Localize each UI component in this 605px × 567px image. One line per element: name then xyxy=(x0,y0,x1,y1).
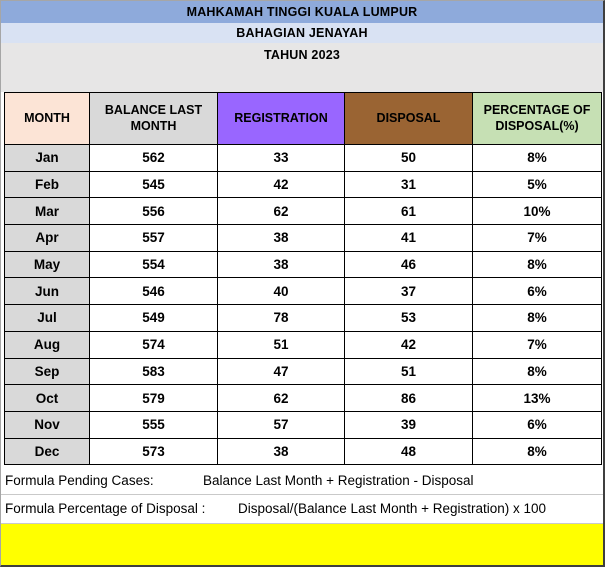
cell-month: Sep xyxy=(5,358,90,385)
table-row xyxy=(5,198,602,225)
table-row xyxy=(5,251,602,278)
cell-month: Jul xyxy=(5,305,90,332)
cell-month: Dec xyxy=(5,438,90,465)
cell-balance: 574 xyxy=(90,331,218,358)
table-row xyxy=(5,305,602,332)
cell-registration: 38 xyxy=(218,225,345,252)
title-division-text: BAHAGIAN JENAYAH xyxy=(236,26,368,40)
cell-percentage: 5% xyxy=(473,171,602,198)
table-row xyxy=(5,145,602,172)
column-header-balance: BALANCE LAST MONTH xyxy=(90,93,218,145)
cell-disposal: 42 xyxy=(345,331,473,358)
cell-balance: 562 xyxy=(90,145,218,172)
cell-balance: 573 xyxy=(90,438,218,465)
cell-month: Nov xyxy=(5,411,90,438)
cell-percentage: 8% xyxy=(473,438,602,465)
table-body xyxy=(5,145,602,465)
table-row xyxy=(5,278,602,305)
cell-month: Mar xyxy=(5,198,90,225)
formula-percentage-value: Disposal/(Balance Last Month + Registration) x 100 xyxy=(238,501,547,517)
column-header-percentage: PERCENTAGE OF DISPOSAL(%) xyxy=(473,93,602,145)
cell-percentage: 7% xyxy=(473,331,602,358)
title-division xyxy=(1,23,603,43)
table-row xyxy=(5,171,602,198)
cell-disposal: 37 xyxy=(345,278,473,305)
cell-percentage: 8% xyxy=(473,358,602,385)
cell-balance: 549 xyxy=(90,305,218,332)
cell-registration: 33 xyxy=(218,145,345,172)
cell-disposal: 51 xyxy=(345,358,473,385)
formula-pending-row xyxy=(1,468,603,495)
table-header-row xyxy=(5,93,602,145)
table-row xyxy=(5,331,602,358)
cell-month: Jan xyxy=(5,145,90,172)
table-row xyxy=(5,225,602,252)
cell-balance: 557 xyxy=(90,225,218,252)
cell-month: Feb xyxy=(5,171,90,198)
table-row xyxy=(5,385,602,412)
title-year-text: TAHUN 2023 xyxy=(263,48,341,62)
table-row xyxy=(5,411,602,438)
formula-pending-value: Balance Last Month + Registration - Disposal xyxy=(203,473,474,489)
cell-disposal: 31 xyxy=(345,171,473,198)
cell-percentage: 13% xyxy=(473,385,602,412)
title-spacer xyxy=(1,67,603,92)
cell-registration: 78 xyxy=(218,305,345,332)
cell-percentage: 8% xyxy=(473,251,602,278)
table-row xyxy=(5,358,602,385)
formula-percentage-label: Formula Percentage of Disposal : xyxy=(5,501,206,517)
cell-disposal: 46 xyxy=(345,251,473,278)
cell-balance: 556 xyxy=(90,198,218,225)
cell-disposal: 53 xyxy=(345,305,473,332)
cell-disposal: 41 xyxy=(345,225,473,252)
cell-balance: 583 xyxy=(90,358,218,385)
cell-month: Apr xyxy=(5,225,90,252)
cell-month: Oct xyxy=(5,385,90,412)
cell-balance: 554 xyxy=(90,251,218,278)
formula-section xyxy=(1,468,603,565)
cell-registration: 62 xyxy=(218,385,345,412)
cell-percentage: 7% xyxy=(473,225,602,252)
table-row xyxy=(5,438,602,465)
cell-percentage: 6% xyxy=(473,411,602,438)
cell-month: Jun xyxy=(5,278,90,305)
cases-table xyxy=(4,92,602,465)
cell-percentage: 6% xyxy=(473,278,602,305)
cell-balance: 579 xyxy=(90,385,218,412)
formula-pending-label: Formula Pending Cases: xyxy=(5,473,154,489)
cell-registration: 38 xyxy=(218,438,345,465)
cell-registration: 47 xyxy=(218,358,345,385)
cell-registration: 51 xyxy=(218,331,345,358)
cell-registration: 62 xyxy=(218,198,345,225)
cell-percentage: 8% xyxy=(473,145,602,172)
cell-registration: 38 xyxy=(218,251,345,278)
cell-registration: 40 xyxy=(218,278,345,305)
column-header-month: MONTH xyxy=(5,93,90,145)
column-header-registration: REGISTRATION xyxy=(218,93,345,145)
cell-balance: 545 xyxy=(90,171,218,198)
cell-registration: 57 xyxy=(218,411,345,438)
cell-percentage: 10% xyxy=(473,198,602,225)
cell-balance: 555 xyxy=(90,411,218,438)
title-court-text: MAHKAMAH TINGGI KUALA LUMPUR xyxy=(186,5,418,19)
cell-month: May xyxy=(5,251,90,278)
title-court xyxy=(1,1,603,23)
cell-disposal: 39 xyxy=(345,411,473,438)
title-year xyxy=(1,43,603,67)
highlight-row xyxy=(1,524,603,565)
formula-percentage-row xyxy=(1,495,603,524)
cell-registration: 42 xyxy=(218,171,345,198)
cell-month: Aug xyxy=(5,331,90,358)
cell-percentage: 8% xyxy=(473,305,602,332)
cell-disposal: 48 xyxy=(345,438,473,465)
cell-disposal: 61 xyxy=(345,198,473,225)
cell-disposal: 86 xyxy=(345,385,473,412)
cell-disposal: 50 xyxy=(345,145,473,172)
column-header-disposal: DISPOSAL xyxy=(345,93,473,145)
cell-balance: 546 xyxy=(90,278,218,305)
